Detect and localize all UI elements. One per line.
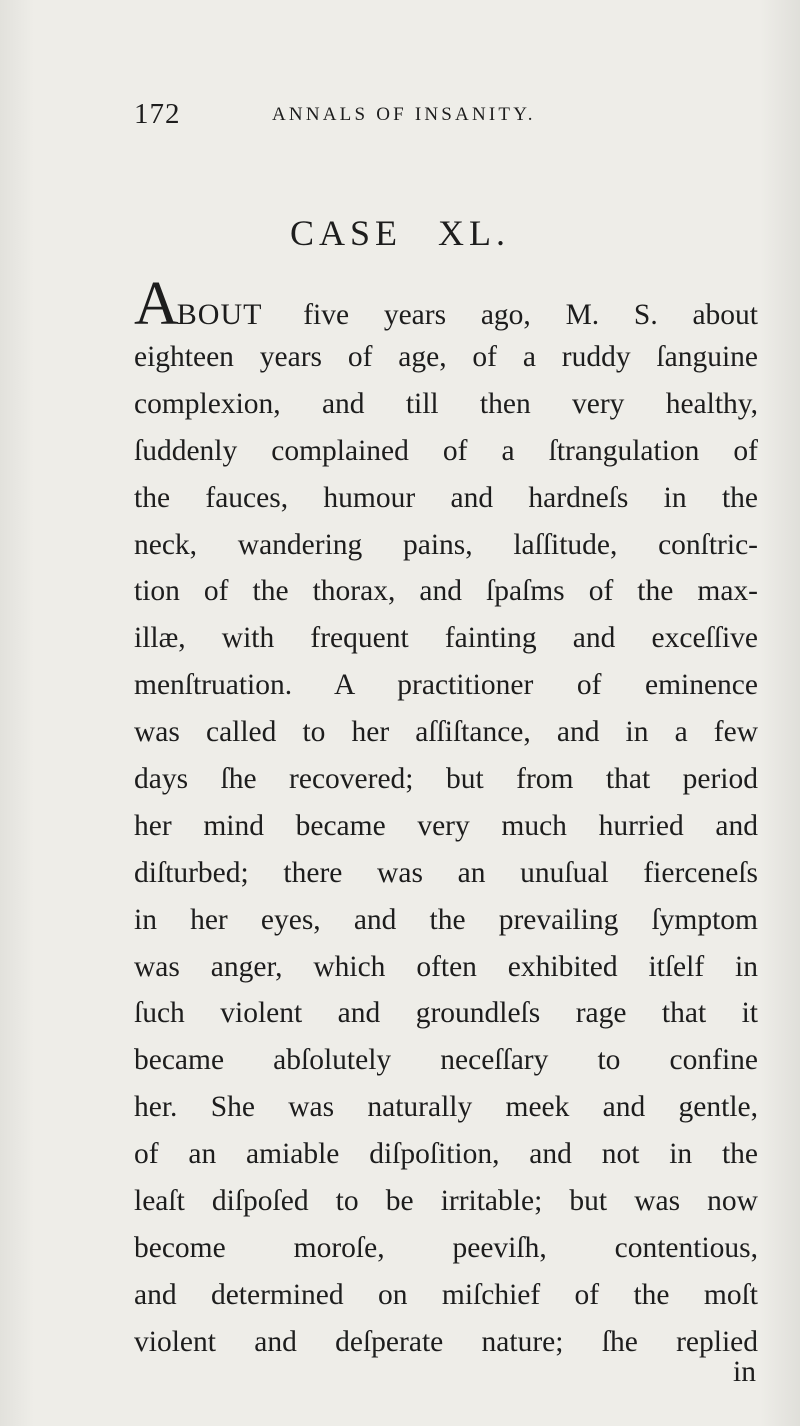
case-heading xyxy=(0,212,800,254)
text-line: neck, wandering pains, laſſitude, conſtric- xyxy=(134,528,758,561)
text-line: become moroſe, peeviſh, contentious, xyxy=(134,1231,758,1264)
body-paragraph xyxy=(134,264,758,1366)
text-line: became abſolutely neceſſary to confine xyxy=(134,1044,758,1077)
text-line: was anger, which often exhibited itſelf in xyxy=(134,950,758,983)
text-line: her mind became very much hurried and xyxy=(134,809,758,842)
text-line: of an amiable diſpoſition, and not in the xyxy=(134,1138,758,1171)
drop-cap: A xyxy=(134,270,177,338)
text-line xyxy=(134,264,759,338)
text-line: menſtruation. A practitioner of eminence xyxy=(134,669,758,702)
text-line: violent and deſperate nature; ſhe replied xyxy=(134,1325,758,1358)
text-line: and determined on miſchief of the moſt xyxy=(134,1278,758,1311)
text-line: was called to her aſſiſtance, and in a few xyxy=(134,716,758,749)
text-line: complexion, and till then very healthy, xyxy=(134,387,758,420)
text-line: illæ, with frequent fainting and exceſſive xyxy=(134,622,758,655)
text-line: leaſt diſpoſed to be irritable; but was now xyxy=(134,1185,758,1218)
page-number: 172 xyxy=(134,98,181,130)
case-numeral: XL. xyxy=(438,213,511,253)
text-line: tion of the thorax, and ſpaſms of the max- xyxy=(134,575,758,608)
running-head xyxy=(134,98,654,138)
text-line: diſturbed; there was an unuſual fierceneſs xyxy=(134,856,758,889)
opening-small-caps: BOUT xyxy=(176,298,263,331)
text-line: in her eyes, and the prevailing ſymptom xyxy=(134,903,758,936)
text-line: eighteen years of age, of a ruddy ſanguine xyxy=(134,341,758,373)
text-line: her. She was naturally meek and gentle, xyxy=(134,1091,758,1124)
running-title: ANNALS OF INSANITY. xyxy=(272,104,536,125)
text-line: ſuddenly complained of a ſtrangulation of xyxy=(134,434,758,467)
text-line: the fauces, humour and hardneſs in the xyxy=(134,481,758,514)
case-label: CASE xyxy=(289,213,403,253)
first-line-text: five years ago, M. S. about xyxy=(303,299,759,331)
text-line: ſuch violent and groundleſs rage that it xyxy=(134,997,758,1030)
catchword: in xyxy=(733,1356,756,1388)
text-line: days ſhe recovered; but from that period xyxy=(134,763,758,796)
